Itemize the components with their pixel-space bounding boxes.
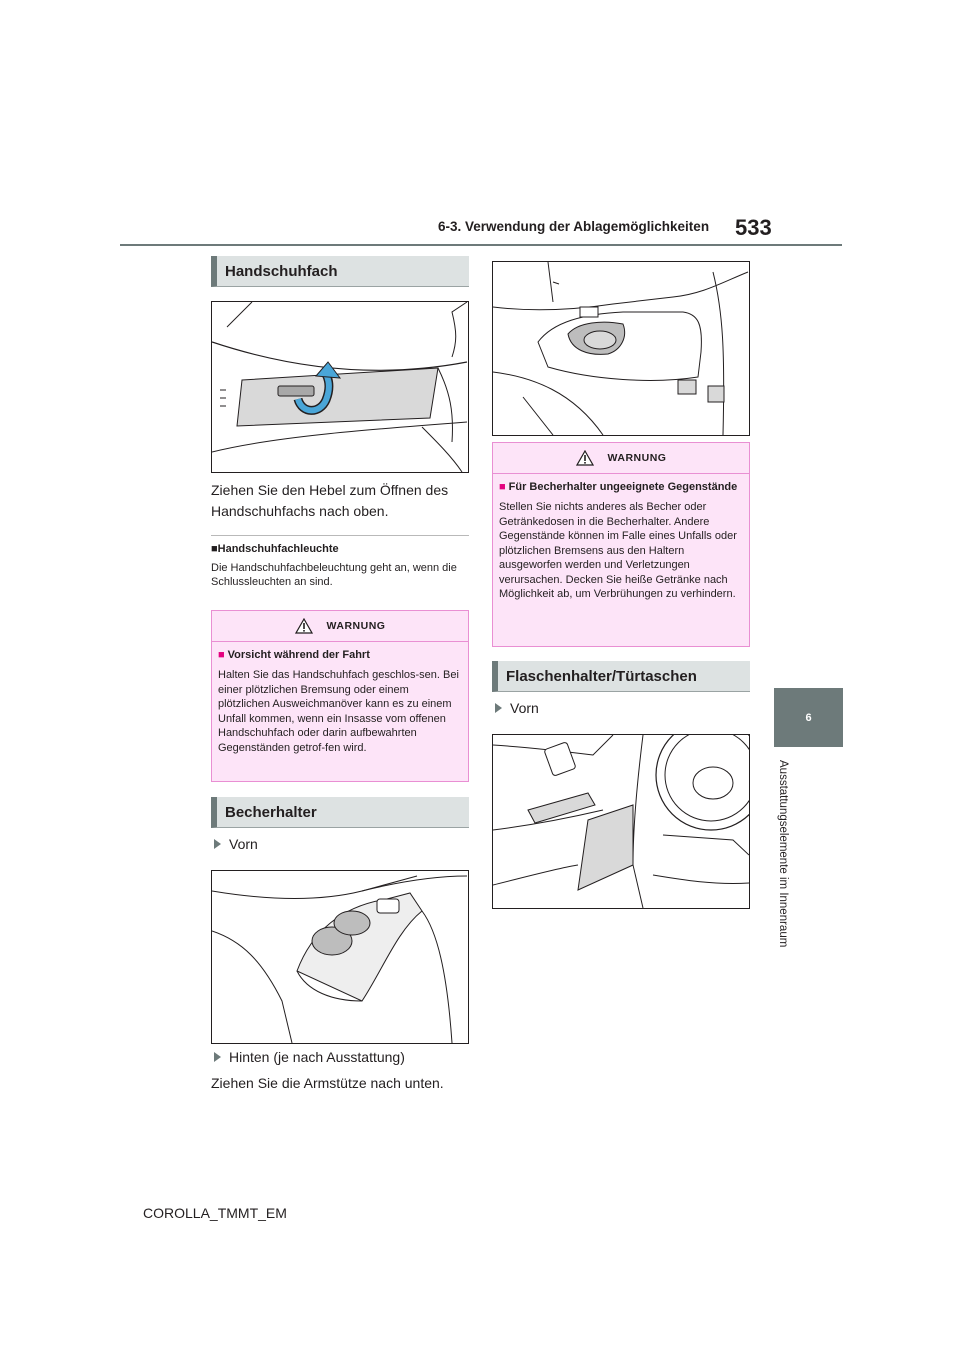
cupholder-rear-instruction: Ziehen Sie die Armstütze nach unten. [211,1075,444,1091]
chapter-side-text: Ausstattungselemente im Innenraum [777,760,789,948]
bottle-front-text: Vorn [510,700,539,716]
glovebox-instruction: Ziehen Sie den Hebel zum Öffnen des Handschuhfachs nach oben. [211,482,449,519]
warning-box-cupholder [492,442,750,647]
header-rule [120,244,842,246]
warning-label: WARNUNG [607,452,667,464]
warning-box-glovebox [211,610,469,782]
cupholder-heading: Becherhalter [211,797,469,828]
warning-triangle-icon [576,450,594,466]
glovebox-light-text: Die Handschuhfachbeleuchtung geht an, wenn die Schlussleuchten an sind. [211,562,457,588]
warning-text: Halten Sie das Handschuhfach geschlos-sen. Bei einer plötzlichen Bremsung oder einem plötzlichen Ausweichmanöver kann es zu einem Unfall kommen, wenn ein Insasse vom offenen Handschuhfach oder darin aufbewahrten Gegenständen getrof-fen wird. [218,669,459,754]
bullet-triangle-icon [214,839,221,849]
warning-title-text: Vorsicht während der Fahrt [227,649,370,661]
divider [211,535,469,536]
bullet-triangle-icon [495,703,502,713]
bottle-holder-heading: Flaschenhalter/Türtaschen [492,661,750,692]
warning-marker: ■ [499,481,506,493]
warning-header [493,443,749,474]
warning-title [218,648,462,662]
glovebox-heading: Handschuhfach [211,256,469,287]
warning-title [499,480,743,494]
glovebox-light-heading: ■Handschuhfachleuchte [211,543,339,555]
cupholder-rear-text: Hinten (je nach Ausstattung) [229,1049,405,1065]
chapter-tab[interactable] [774,688,843,747]
cupholder-front-text: Vorn [229,836,258,852]
chapter-side-label [777,760,807,980]
warning-marker: ■ [218,649,225,661]
warning-title-text: Für Becherhalter ungeeignete Gegenstände [508,481,738,493]
warning-triangle-icon [295,618,313,634]
warning-text: Stellen Sie nichts anderes als Becher oder Getränkedosen in die Becherhalter. Andere Gegenstände können im Falle eines Unfalls oder plötzlichen Bremsens aus den Haltern ausgeworfen werden und Verletzungen verursachen. Decken Sie heiße Getränke nach Möglichkeit ab, um Verbrühungen zu verhindern. [499,501,737,600]
rear-armrest-illustration [492,261,750,436]
warning-label: WARNUNG [326,620,386,632]
cupholder-front-label [214,836,258,852]
section-title: 6-3. Verwendung der Ablagemöglichkeiten [438,219,710,234]
cupholder-front-illustration [211,870,469,1044]
page-number: 533 [735,215,772,240]
warning-header [212,611,468,642]
bullet-triangle-icon [214,1052,221,1062]
bottle-front-label [495,700,539,716]
cupholder-rear-label [214,1049,405,1065]
document-code: COROLLA_TMMT_EM [143,1205,287,1221]
chapter-number: 6 [805,711,812,724]
door-pocket-illustration [492,734,750,909]
glovebox-illustration [211,301,469,473]
